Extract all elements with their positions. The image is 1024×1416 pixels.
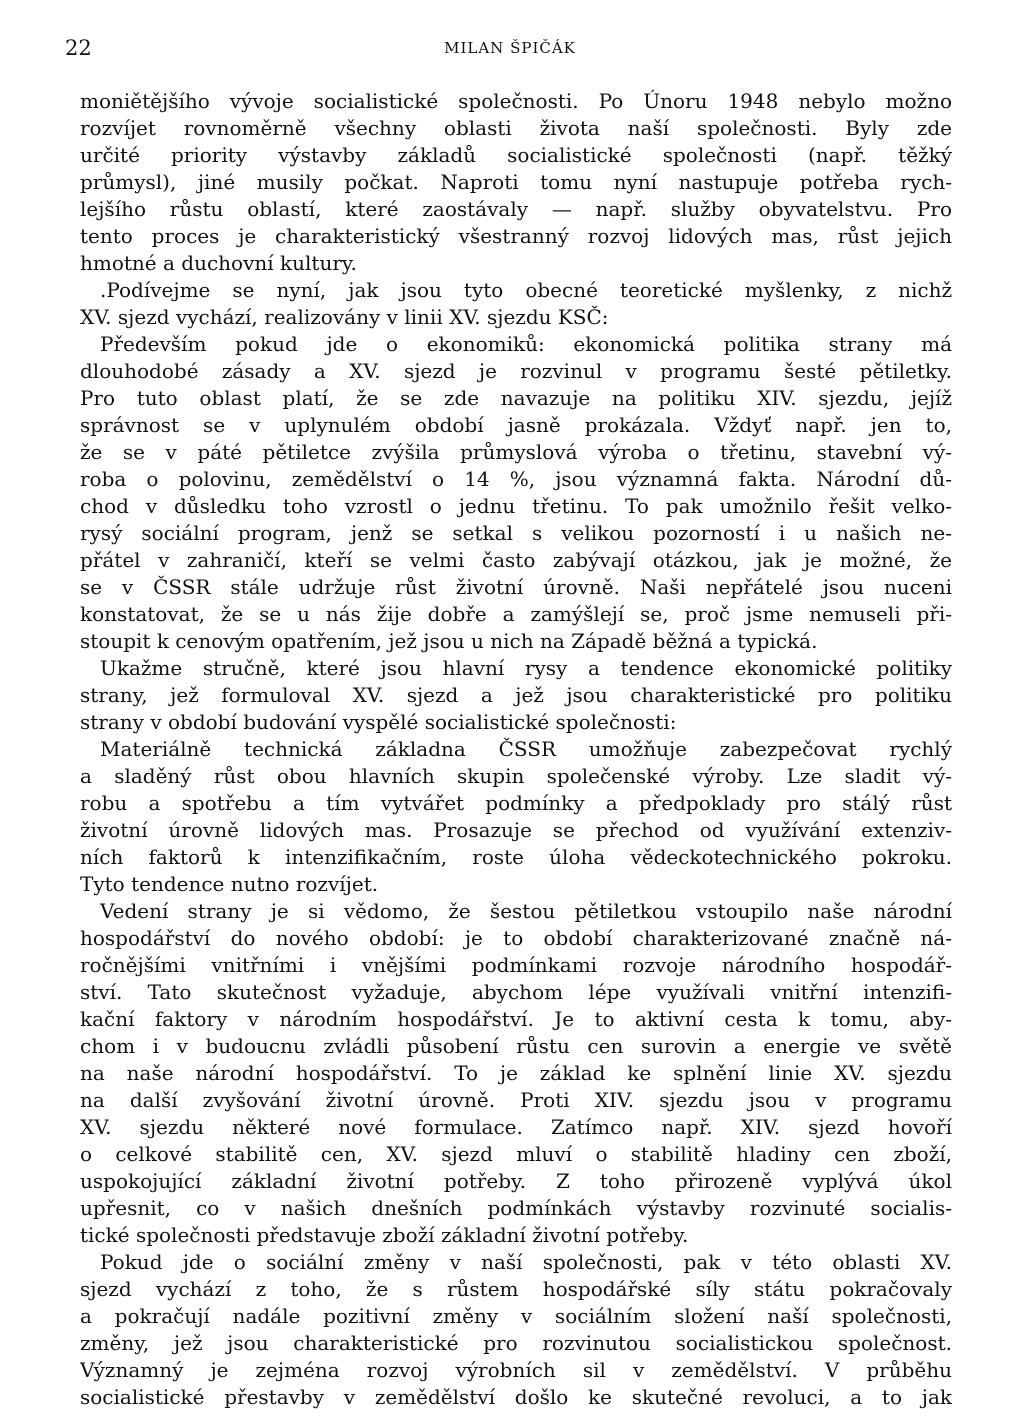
text-line: změny, jež jsou charakteristické pro rozvinutou socialistickou společnost. xyxy=(80,1331,952,1355)
text-line: ních faktorů k intenzifikačním, roste úloha vědeckotechnického pokroku. xyxy=(80,845,952,869)
page-header xyxy=(65,33,955,63)
text-line: XV. sjezd vychází, realizovány v linii XV. sjezdu KSČ: xyxy=(80,305,609,329)
text-line: robu a spotřebu a tím vytvářet podmínky a předpoklady pro stálý růst xyxy=(80,791,952,815)
text-line: tické společnosti představuje zboží základní životní potřeby. xyxy=(80,1223,689,1247)
text-line: Materiálně technická základna ČSSR umožňuje zabezpečovat rychlý xyxy=(100,737,952,761)
body-text xyxy=(80,88,952,1411)
running-head-author: MILAN ŠPIČÁK xyxy=(444,39,576,57)
text-line: kační faktory v národním hospodářství. Je to aktivní cesta k tomu, aby- xyxy=(80,1007,952,1031)
text-line: hospodářství do nového období: je to období charakterizované značně ná- xyxy=(80,926,952,950)
text-line: socialistické přestavby v zemědělství došlo ke skutečné revoluci, a to jak xyxy=(80,1385,952,1409)
text-line: konstatovat, že se u nás žije dobře a zamýšlejí se, proč jsme nemuseli při- xyxy=(80,602,952,626)
text-line: rysý sociální program, jenž se setkal s velikou pozorností i u našich ne- xyxy=(80,521,952,545)
text-line: dlouhodobé zásady a XV. sjezd je rozvinul v programu šesté pětiletky. xyxy=(80,359,952,383)
text-line: strany, jež formuloval XV. sjezd a jež jsou charakteristické pro politiku xyxy=(80,683,952,707)
text-line: na další zvyšování životní úrovně. Proti XIV. sjezdu jsou v programu xyxy=(80,1088,952,1112)
text-line: Pro tuto oblast platí, že se zde navazuje na politiku XIV. sjezdu, jejíž xyxy=(80,386,952,410)
text-line: na naše národní hospodářství. To je základ ke splnění linie XV. sjezdu xyxy=(80,1061,952,1085)
text-line: XV. sjezdu některé nové formulace. Zatímco např. XIV. sjezd hovoří xyxy=(80,1115,952,1139)
text-line: přátel v zahraničí, kteří se velmi často zabývají otázkou, jak je možné, že xyxy=(80,548,952,572)
text-line: ství. Tato skutečnost vyžaduje, abychom lépe využívali vnitřní intenzifi- xyxy=(80,980,952,1004)
text-line: a sladěný růst obou hlavních skupin společenské výroby. Lze sladit vý- xyxy=(80,764,952,788)
page-number: 22 xyxy=(65,36,92,60)
text-line: .Podívejme se nyní, jak jsou tyto obecné teoretické myšlenky, z nichž xyxy=(100,278,952,302)
text-line: Tyto tendence nutno rozvíjet. xyxy=(80,872,379,896)
text-line: upřesnit, co v našich dnešních podmínkách výstavby rozvinuté socialis- xyxy=(80,1196,952,1220)
text-line: rozvíjet rovnoměrně všechny oblasti života naší společnosti. Byly zde xyxy=(80,116,952,140)
text-line: Významný je zejména rozvoj výrobních sil v zemědělství. V průběhu xyxy=(80,1358,952,1382)
text-line: Především pokud jde o ekonomiků: ekonomická politika strany má xyxy=(100,332,952,356)
text-line: ročnějšími vnitřními i vnějšími podmínkami rozvoje národního hospodář- xyxy=(80,953,952,977)
text-line: chod v důsledku toho vzrostl o jednu třetinu. To pak umožnilo řešit velko- xyxy=(80,494,952,518)
text-line: roba o polovinu, zemědělství o 14 %, jsou významná fakta. Národní dů- xyxy=(80,467,952,491)
text-line: hmotné a duchovní kultury. xyxy=(80,251,357,275)
text-line: uspokojující základní životní potřeby. Z toho přirozeně vyplývá úkol xyxy=(80,1169,952,1193)
text-line: průmysl), jiné musily počkat. Naproti tomu nyní nastupuje potřeba rych- xyxy=(80,170,952,194)
text-line: Pokud jde o sociální změny v naší společnosti, pak v této oblasti XV. xyxy=(100,1250,952,1274)
text-line: se v ČSSR stále udržuje růst životní úrovně. Naši nepřátelé jsou nuceni xyxy=(80,575,952,599)
text-line: chom i v budoucnu zvládli působení růstu cen surovin a energie ve světě xyxy=(80,1034,952,1058)
text-line: správnost se v uplynulém období jasně prokázala. Vždyť např. jen to, xyxy=(80,413,952,437)
text-line: životní úrovně lidových mas. Prosazuje se přechod od využívání extenziv- xyxy=(80,818,952,842)
text-line: Vedení strany je si vědomo, že šestou pětiletkou vstoupilo naše národní xyxy=(100,899,952,923)
text-line: o celkové stabilitě cen, XV. sjezd mluví o stabilitě hladiny cen zboží, xyxy=(80,1142,952,1166)
text-line: stoupit k cenovým opatřením, jež jsou u nich na Západě běžná a typická. xyxy=(80,629,818,653)
text-line: určité priority výstavby základů socialistické společnosti (např. těžký xyxy=(80,143,952,167)
text-line: strany v období budování vyspělé socialistické společnosti: xyxy=(80,710,677,734)
text-line: tento proces je charakteristický všestranný rozvoj lidových mas, růst jejich xyxy=(80,224,952,248)
text-line: sjezd vychází z toho, že s růstem hospodářské síly státu pokračovaly xyxy=(80,1277,952,1301)
text-line: Ukažme stručně, které jsou hlavní rysy a tendence ekonomické politiky xyxy=(100,656,952,680)
text-line: moniětějšího vývoje socialistické společnosti. Po Únoru 1948 nebylo možno xyxy=(80,89,952,113)
text-line: a pokračují nadále pozitivní změny v sociálním složení naší společnosti, xyxy=(80,1304,952,1328)
text-line: že se v páté pětiletce zvýšila průmyslová výroba o třetinu, stavební vý- xyxy=(80,440,952,464)
text-line: lejšího růstu oblastí, které zaostávaly — např. služby obyvatelstvu. Pro xyxy=(80,197,952,221)
